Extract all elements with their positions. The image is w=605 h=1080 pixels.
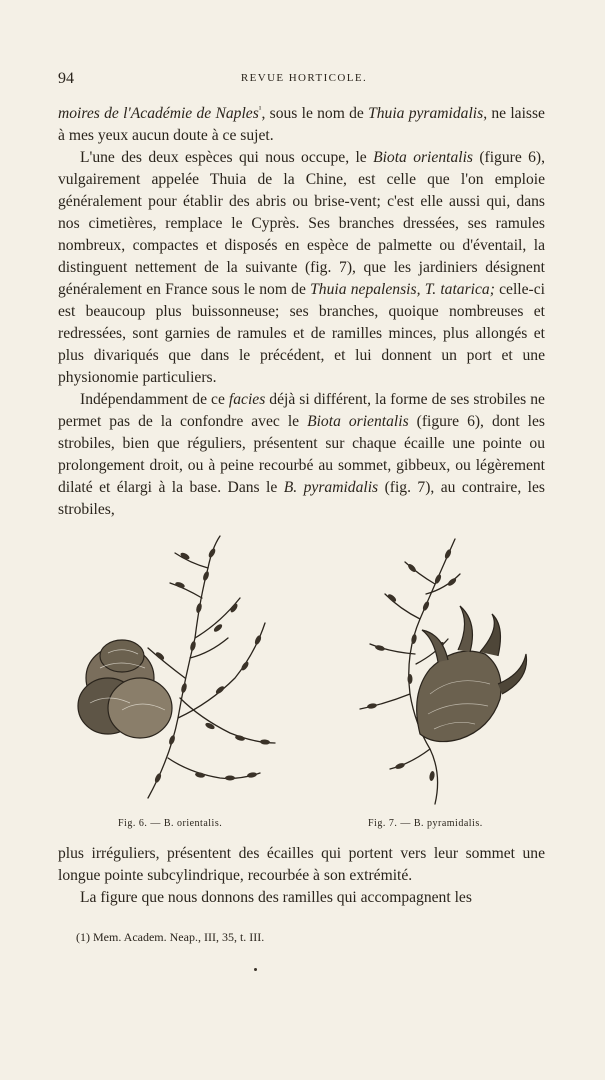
figures (60, 528, 545, 840)
text-span: B. pyramidalis (283, 479, 379, 497)
text-span: Biota orientalis (307, 413, 409, 431)
page-mark (254, 968, 257, 971)
text-span: déjà si différent, la forme de ses strobiles ne permet pas de la confondre avec le (58, 391, 545, 431)
text-span: , sous le nom de (261, 105, 369, 123)
text-span: Thuia pyramidalis (368, 105, 484, 123)
running-head: REVUE HORTICOLE. (240, 72, 368, 84)
figure-6-caption: Fig. 6. — B. orientalis. (118, 818, 223, 829)
page-number: 94 (58, 70, 74, 87)
text-span: Biota orientalis (373, 149, 473, 167)
figure-6-illustration (60, 528, 290, 813)
text-span: , ne laisse à mes yeux aucun doute à ce sujet. (58, 105, 545, 145)
body-text-continued (58, 843, 545, 909)
text-span: moires de l'Académie de Naples (58, 105, 259, 123)
paragraph-2 (58, 147, 545, 389)
footnote-ref: ¹ (258, 104, 262, 114)
page-header (58, 70, 550, 90)
figure-7-illustration (330, 534, 545, 819)
text-span: (figure 6), dont les strobiles, bien que réguliers, présentent sur chaque écaille une pointe ou prolongement droit, ou à peine recourbé au sommet, gibbeux, ou légèrement dilaté et élargi à la base. Dans le (58, 413, 545, 497)
text-span: Indépendamment de ce (80, 391, 229, 409)
paragraph-3 (58, 389, 545, 521)
paragraph-5: La figure que nous donnons des ramilles qui accompagnent les (80, 889, 472, 906)
text-span: celle-ci est beaucoup plus buissonneuse; ses branches, quoique nombreuses et redressées, sont garnies de ramules et de ramilles minces, plus allongés et plus divariqués que dans le précédent, et lui donnent un port et une physionomie particuliers. (58, 281, 546, 387)
text-span: (figure 6), vulgairement appelée Thuia de la Chine, est celle que l'on emploie généralement pour établir des abris ou brise-vent; c'est elle aussi qui, dans nos cimetières, remplace le Cyprès. Ses branches dressées, ses ramules nombreux, compactes et disposés en espèce de palmette ou d'éventail, la distinguent nettement de la suivante (fig. 7), que les jardiniers désignent généralement en France sous le nom de (58, 149, 545, 299)
figure-7-caption: Fig. 7. — B. pyramidalis. (368, 818, 483, 829)
paragraph-1 (58, 98, 545, 147)
text-span: (fig. 7), au contraire, les strobiles, (58, 479, 545, 519)
text-span: facies (228, 391, 266, 409)
body-text (58, 98, 545, 521)
text-span: L'une des deux espèces qui nous occupe, le (80, 149, 374, 167)
paragraph-4: plus irréguliers, présentent des écailles qui portent vers leur sommet une longue pointe subcylindrique, recourbée à son extrémité. (58, 845, 545, 884)
text-span: Thuia nepalensis, T. tatarica; (310, 281, 495, 299)
footnote: (1) Mem. Academ. Neap., III, 35, t. III. (76, 930, 265, 944)
